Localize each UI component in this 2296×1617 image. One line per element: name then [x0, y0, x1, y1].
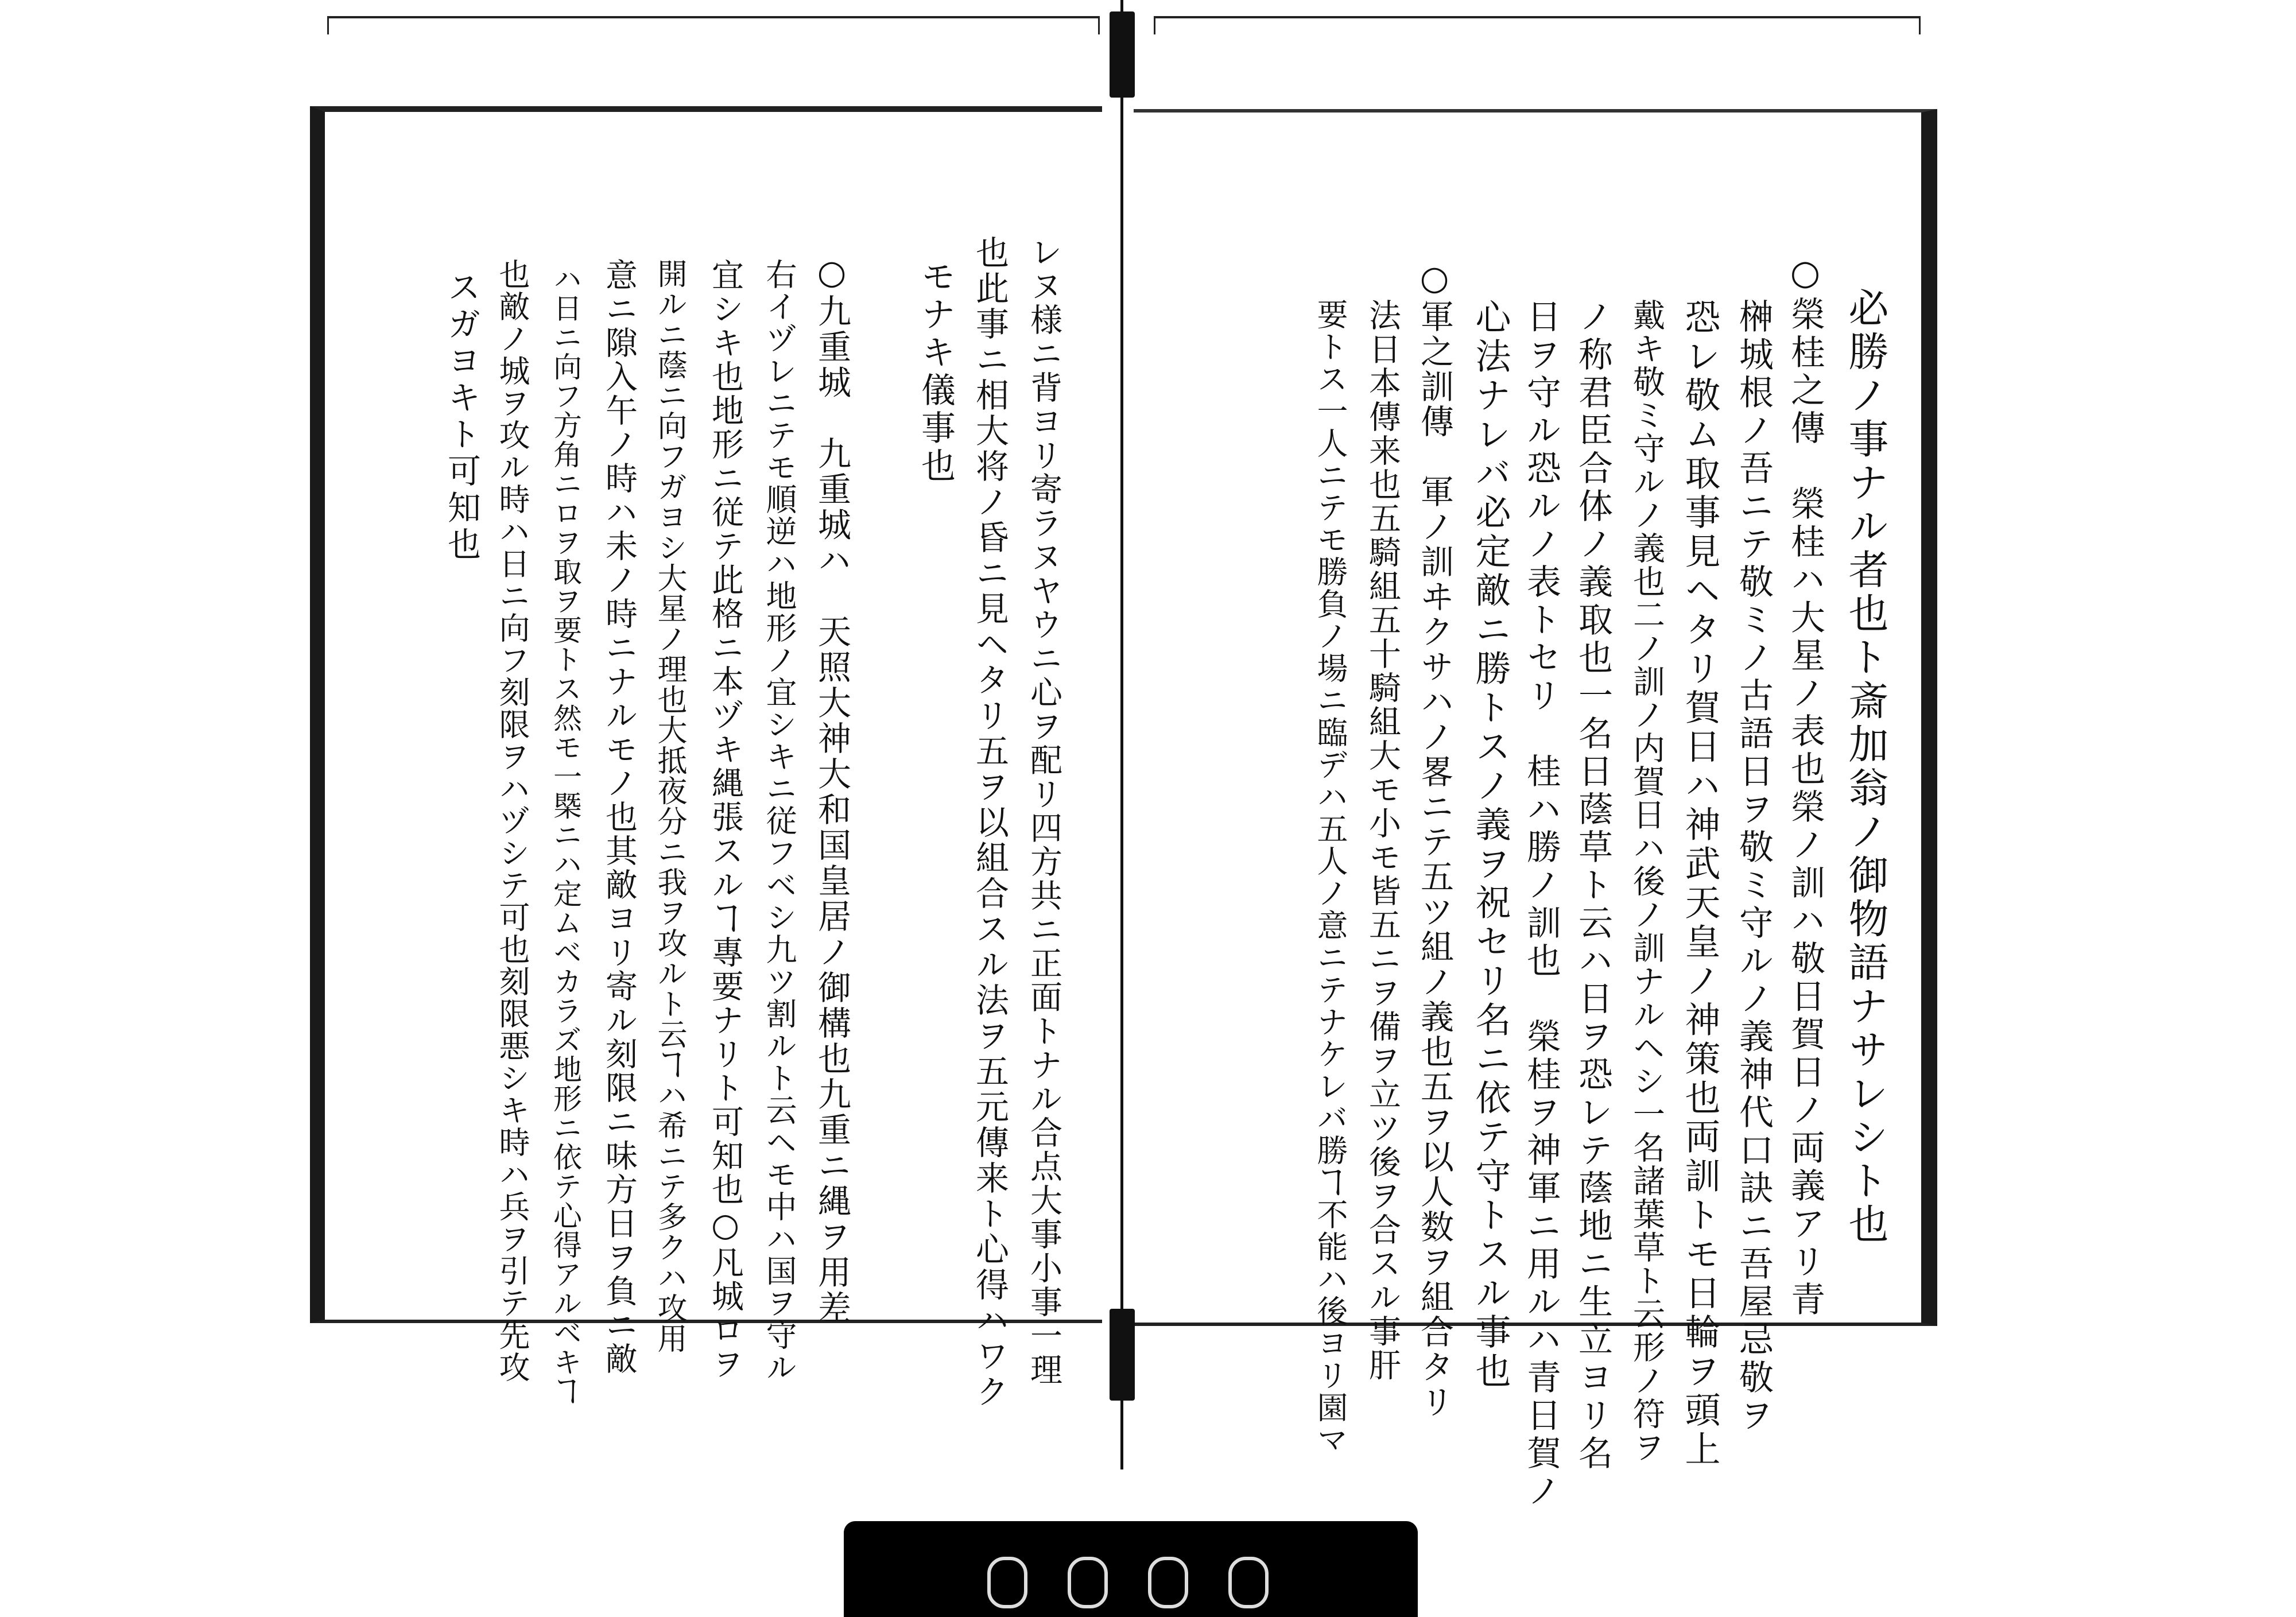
right-page-column-6: ノ称君臣合体ノ義取也一名日蔭草ト云ハ日ヲ恐レテ蔭地ニ生立ヨリ名 — [1573, 298, 1613, 1473]
right-page-top-edge — [1154, 16, 1921, 34]
stamp-digit — [1228, 1557, 1269, 1608]
binding-tab-bottom — [1110, 1309, 1135, 1401]
left-page-column-8: 意ニ隙入午ノ時ハ未ノ時ニナルモノ也其敵ヨリ寄ル刻限ニ味方日ヲ負ニ敵 — [600, 258, 638, 1376]
stamp-digit — [1148, 1557, 1188, 1608]
right-page-column-9: ○軍之訓傳 軍ノ訓ヰクサハノ畧ニテ五ツ組ノ義也五ヲ以人数ヲ組合タリ — [1415, 258, 1454, 1420]
left-page-column-5: 右イヅレニテモ順逆ハ地形ノ宜シキニ従フベシ九ツ割ルト云ヘモ中ハ国ヲ守ル — [761, 258, 797, 1383]
left-page-column-4: ○九重城 九重城ハ 天照大神大和国皇居ノ御構也九重ニ縄ヲ用差 — [812, 253, 851, 1326]
left-page-column-11: スガヨキト可知也 — [442, 270, 481, 564]
stamp-digit — [1068, 1557, 1108, 1608]
right-page-column-8: 心法ナレバ必定敵ニ勝トスノ義ヲ祝セリ名ニ依テ守トスル事也 — [1469, 298, 1511, 1391]
right-page-column-2: ○榮桂之傳 榮桂ハ大星ノ表也榮ノ訓ハ敬日賀日ノ両義アリ青 — [1785, 253, 1825, 1319]
right-page-column-4: 恐レ敬ム取事見ヘタリ賀日ハ神武天皇ノ神策也両訓トモ日輪ヲ頭上 — [1679, 298, 1721, 1469]
right-page-column-7: 日ヲ守ル恐ルノ表トセリ 桂ハ勝ノ訓也 榮桂ヲ神軍ニ用ルハ青日賀ノ — [1521, 298, 1561, 1511]
left-page-column-1: レヌ様ニ背ヨリ寄ラヌヤウニ心ヲ配リ四方共ニ正面トナル合点大事小事一理 — [1025, 235, 1062, 1387]
right-page-column-1: 必勝ノ事ナル者也ト斎加翁ノ御物語ナサレシト也 — [1842, 287, 1889, 1247]
right-page-column-10: 法日本傳来也五騎組五十騎組大モ小モ皆五ニヲ備ヲ立ツ後ヲ合スル事肝 — [1364, 298, 1401, 1382]
binding-cord — [1120, 0, 1123, 1469]
left-page-column-10: 也敵ノ城ヲ攻ル時ハ日ニ向フ刻限ヲハヅシテ可也刻限悪シキ時ハ兵ヲ引テ先攻 — [494, 258, 530, 1383]
right-page-column-11: 要トス一人ニテモ勝負ノ場ニ臨デハ五人ノ意ニテナケレバ勝ヿ不能ハ後ヨリ園マ — [1312, 298, 1348, 1456]
right-page-column-5: 戴キ敬ミ守ルノ義也二ノ訓ノ内賀日ハ後ノ訓ナルヘシ一名諸葉草ト云形ノ符ヲ — [1628, 298, 1665, 1464]
archive-stamp — [844, 1521, 1418, 1617]
left-page-column-9: ハ日ニ向フ方角ニロヲ取ヲ要トス然モ一槩ニハ定ムベカラズ地形ニ依テ心得アルベキヿ — [549, 264, 582, 1406]
stamp-digit — [987, 1557, 1027, 1608]
left-page-top-edge — [327, 16, 1100, 34]
left-page-column-2: 也此事ニ相大将ノ昏ニ見ヘタリ五ヲ以組合スル法ヲ五元傳来ト心得ハワク — [970, 235, 1009, 1410]
binding-gutter — [1105, 0, 1139, 1469]
left-page-column-3: モナキ儀事也 — [916, 258, 956, 486]
left-page-column-7: 開ルニ蔭ニ向フガヨシ大星ノ理也大抵夜分ニ我ヲ攻ルト云ヿハ希ニテ多クハ攻用 — [652, 258, 687, 1354]
left-page-column-6: 宜シキ也地形ニ従テ此格ニ本ヅキ縄張スルヿ專要ナリト可知也○凡城ロヲ — [707, 258, 744, 1381]
right-page-column-3: 榊城根ノ吾ニテ敬ミノ古語日ヲ敬ミ守ルノ義神代口訣ニ吾屋忌敬ヲ — [1733, 298, 1774, 1435]
binding-tab-top — [1110, 11, 1135, 98]
